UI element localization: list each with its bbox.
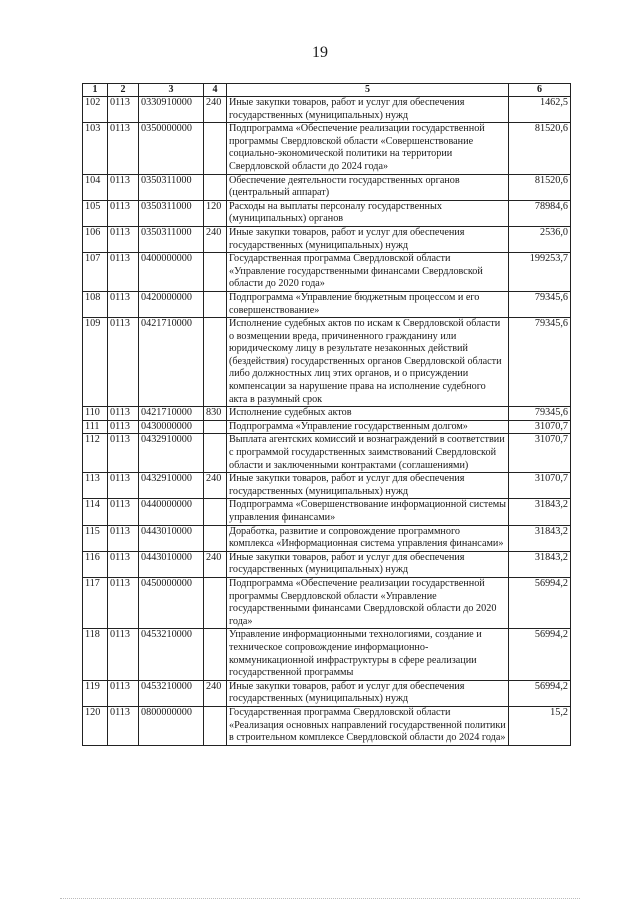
header-col-1: 1 [83,84,108,97]
section-code: 0113 [108,473,139,499]
row-description: Государственная программа Свердловской области «Реализация основных направлений государственной политики в строительном комплексе Свердловской области до 2024 года» [227,706,509,745]
row-number: 112 [83,434,108,473]
row-description: Подпрограмма «Обеспечение реализации государственной программы Свердловской области «Совершенствование социально-экономической политики на территории Свердловской области до 2024 года» [227,123,509,174]
table-row [83,407,571,421]
header-col-3: 3 [139,84,204,97]
row-number: 120 [83,706,108,745]
section-code: 0113 [108,253,139,292]
expense-type-code [204,318,227,407]
section-code: 0113 [108,318,139,407]
table-row [83,420,571,434]
table-row [83,174,571,200]
row-amount: 56994,2 [509,629,571,680]
section-code: 0113 [108,407,139,421]
section-code: 0113 [108,291,139,317]
header-col-6: 6 [509,84,571,97]
target-article-code: 0800000000 [139,706,204,745]
target-article-code: 0450000000 [139,577,204,628]
row-description: Государственная программа Свердловской области «Управление государственными финансами Свердловской области до 2020 года» [227,253,509,292]
table-row [83,291,571,317]
target-article-code: 0443010000 [139,525,204,551]
row-amount: 31843,2 [509,499,571,525]
section-code: 0113 [108,200,139,226]
row-description: Иные закупки товаров, работ и услуг для обеспечения государственных (муниципальных) нужд [227,473,509,499]
expense-type-code [204,434,227,473]
target-article-code: 0453210000 [139,629,204,680]
row-amount: 1462,5 [509,97,571,123]
target-article-code: 0400000000 [139,253,204,292]
row-amount: 15,2 [509,706,571,745]
target-article-code: 0350311000 [139,226,204,252]
row-amount: 56994,2 [509,577,571,628]
section-code: 0113 [108,420,139,434]
target-article-code: 0440000000 [139,499,204,525]
row-amount: 79345,6 [509,291,571,317]
section-code: 0113 [108,577,139,628]
header-col-2: 2 [108,84,139,97]
expense-type-code [204,253,227,292]
section-code: 0113 [108,706,139,745]
scan-edge-line [60,898,580,901]
target-article-code: 0350311000 [139,174,204,200]
target-article-code: 0453210000 [139,680,204,706]
row-number: 117 [83,577,108,628]
target-article-code: 0443010000 [139,551,204,577]
expense-type-code [204,123,227,174]
row-amount: 31843,2 [509,551,571,577]
row-number: 102 [83,97,108,123]
row-description: Иные закупки товаров, работ и услуг для обеспечения государственных (муниципальных) нужд [227,680,509,706]
row-number: 104 [83,174,108,200]
table-row [83,525,571,551]
section-code: 0113 [108,123,139,174]
target-article-code: 0420000000 [139,291,204,317]
row-description: Подпрограмма «Обеспечение реализации государственной программы Свердловской области «Управление государственными финансами Свердловской области до 2020 года» [227,577,509,628]
table-row [83,706,571,745]
row-number: 106 [83,226,108,252]
row-number: 103 [83,123,108,174]
row-amount: 79345,6 [509,407,571,421]
row-number: 110 [83,407,108,421]
expense-type-code: 120 [204,200,227,226]
row-amount: 31070,7 [509,473,571,499]
target-article-code: 0421710000 [139,318,204,407]
table-row [83,226,571,252]
row-description: Исполнение судебных актов [227,407,509,421]
section-code: 0113 [108,174,139,200]
table-row [83,577,571,628]
row-amount: 56994,2 [509,680,571,706]
row-number: 118 [83,629,108,680]
section-code: 0113 [108,434,139,473]
row-amount: 31070,7 [509,420,571,434]
expense-type-code [204,706,227,745]
target-article-code: 0330910000 [139,97,204,123]
row-amount: 81520,6 [509,123,571,174]
target-article-code: 0432910000 [139,473,204,499]
target-article-code: 0421710000 [139,407,204,421]
section-code: 0113 [108,551,139,577]
table-row [83,499,571,525]
row-amount: 81520,6 [509,174,571,200]
row-amount: 31843,2 [509,525,571,551]
target-article-code: 0432910000 [139,434,204,473]
row-description: Иные закупки товаров, работ и услуг для обеспечения государственных (муниципальных) нужд [227,226,509,252]
row-amount: 79345,6 [509,318,571,407]
table-row [83,253,571,292]
section-code: 0113 [108,525,139,551]
row-description: Иные закупки товаров, работ и услуг для обеспечения государственных (муниципальных) нужд [227,551,509,577]
budget-table [82,83,571,746]
row-number: 114 [83,499,108,525]
row-amount: 2536,0 [509,226,571,252]
expense-type-code: 830 [204,407,227,421]
expense-type-code [204,629,227,680]
row-amount: 199253,7 [509,253,571,292]
table-row [83,200,571,226]
row-number: 108 [83,291,108,317]
table-row [83,434,571,473]
row-description: Иные закупки товаров, работ и услуг для обеспечения государственных (муниципальных) нужд [227,97,509,123]
row-description: Выплата агентских комиссий и вознаграждений в соответствии с программой государственных заимствований Свердловской области и заключенными контрактами (соглашениями) [227,434,509,473]
expense-type-code: 240 [204,551,227,577]
header-col-5: 5 [227,84,509,97]
row-number: 109 [83,318,108,407]
table-row [83,318,571,407]
section-code: 0113 [108,226,139,252]
expense-type-code: 240 [204,473,227,499]
section-code: 0113 [108,629,139,680]
target-article-code: 0350311000 [139,200,204,226]
expense-type-code [204,291,227,317]
row-description: Расходы на выплаты персоналу государственных (муниципальных) органов [227,200,509,226]
row-number: 111 [83,420,108,434]
row-description: Управление информационными технологиями, создание и техническое сопровождение информационно-коммуникационной инфраструктуры в сфере реализации государственной программы [227,629,509,680]
row-number: 113 [83,473,108,499]
row-description: Подпрограмма «Управление государственным долгом» [227,420,509,434]
table-row [83,123,571,174]
expense-type-code [204,174,227,200]
expense-type-code [204,525,227,551]
row-description: Доработка, развитие и сопровождение программного комплекса «Информационная система управления финансами» [227,525,509,551]
page-number: 19 [312,44,328,61]
section-code: 0113 [108,97,139,123]
table-row [83,97,571,123]
row-number: 105 [83,200,108,226]
expense-type-code [204,499,227,525]
row-amount: 78984,6 [509,200,571,226]
row-description: Обеспечение деятельности государственных органов (центральный аппарат) [227,174,509,200]
row-number: 116 [83,551,108,577]
row-description: Подпрограмма «Совершенствование информационной системы управления финансами» [227,499,509,525]
row-number: 115 [83,525,108,551]
expense-type-code: 240 [204,97,227,123]
section-code: 0113 [108,499,139,525]
expense-type-code [204,577,227,628]
row-description: Подпрограмма «Управление бюджетным процессом и его совершенствование» [227,291,509,317]
expense-type-code [204,420,227,434]
section-code: 0113 [108,680,139,706]
row-description: Исполнение судебных актов по искам к Свердловской области о возмещении вреда, причиненного гражданину или юридическому лицу в результате незаконных действий (бездействия) государственных органов Свердловской области либо должностных лиц этих органов, и о присуждении компенсации за нарушение права на исполнение судебного акта в разумный срок [227,318,509,407]
row-number: 107 [83,253,108,292]
row-number: 119 [83,680,108,706]
table-row [83,629,571,680]
header-row [83,84,571,97]
row-amount: 31070,7 [509,434,571,473]
table-row [83,551,571,577]
target-article-code: 0350000000 [139,123,204,174]
header-col-4: 4 [204,84,227,97]
expense-type-code: 240 [204,680,227,706]
table-row [83,680,571,706]
target-article-code: 0430000000 [139,420,204,434]
table-row [83,473,571,499]
expense-type-code: 240 [204,226,227,252]
